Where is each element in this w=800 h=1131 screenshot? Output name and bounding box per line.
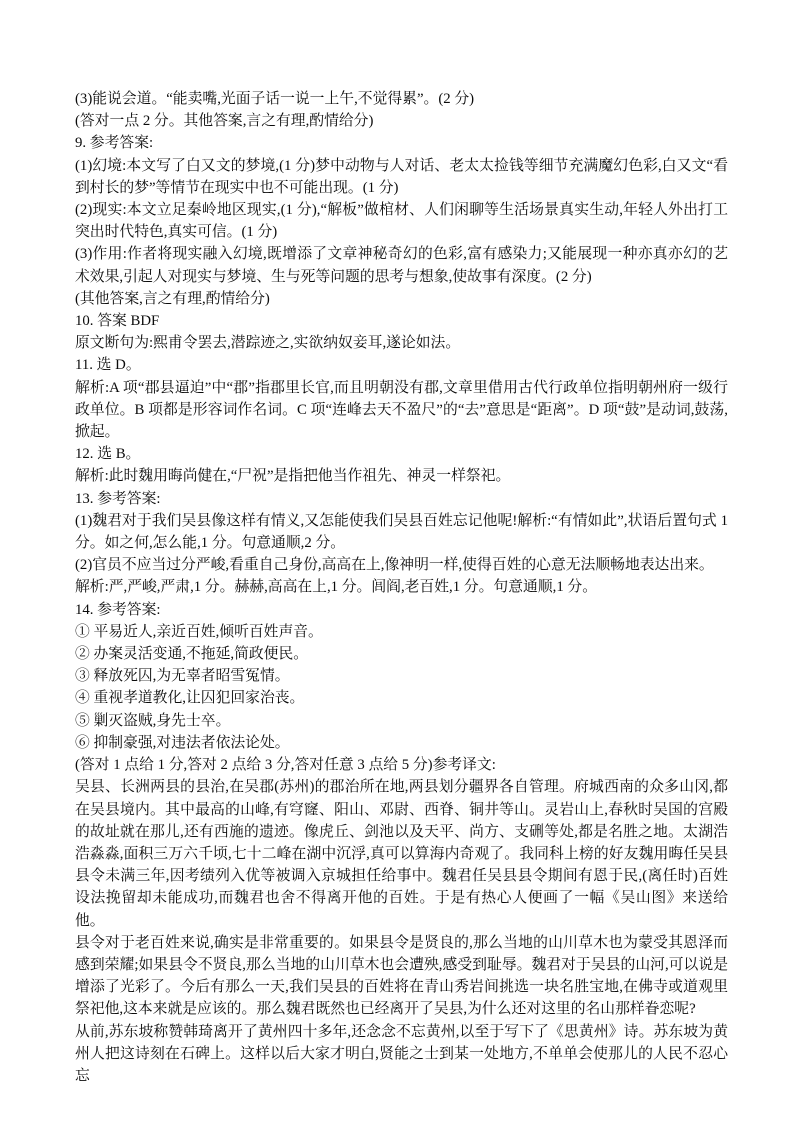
answer-10: 10. 答案 BDF — [75, 313, 160, 330]
answer-14-point-1: ① 平易近人,亲近百姓,倾听百姓声音。 — [75, 623, 323, 640]
translation-paragraph-1: 吴县、长洲两县的县治,在吴郡(苏州)的郡治所在地,两县划分疆界各自管理。府城西南的众多山冈,都在吴县境内。其中最高的山峰,有穹窿、阳山、邓尉、西脊、铜井等山。灵岩山上,春秋时吴国的宫殿的故址就在那儿,还有西施的遗迹。像虎丘、剑池以及天平、尚方、支硎等处,都是名胜之地。太湖浩浩淼淼,面积三万六千顷,七十二峰在湖中沉浮,真可以算海内奇观了。我同科上榜的好友魏用晦任吴县县令未满三年,因考绩列入优等被调入京城担任给事中。魏君任吴县县令期间有恩于民,(离任时)百姓设法挽留却未能成功,而魏君也舍不得离开他的百姓。于是有热心人便画了一幅《吴山图》来送给他。 — [75, 779, 728, 929]
answer-14-point-2: ② 办案灵活变通,不拖延,简政便民。 — [75, 646, 309, 663]
answer-13-item-2-analysis: 解析:严,严峻,严肃,1 分。赫赫,高高在上,1 分。闾阎,老百姓,1 分。句意通顺,1 分。 — [75, 579, 598, 596]
answer-14-point-3: ③ 释放死囚,为无辜者昭雪冤情。 — [75, 668, 290, 685]
answer-9-heading: 9. 参考答案: — [75, 135, 154, 152]
answer-14-heading: 14. 参考答案: — [75, 601, 161, 618]
answer-10-sentence: 原文断句为:熙甫令罢去,潜踪迹之,实欲纳奴妾耳,遂论如法。 — [75, 335, 461, 352]
answer-13-heading: 13. 参考答案: — [75, 490, 161, 507]
scoring-note-q8: (答对一点 2 分。其他答案,言之有理,酌情给分) — [75, 113, 374, 130]
scoring-note-q14-and-translation-heading: (答对 1 点给 1 分,答对 2 点给 3 分,答对任意 3 点给 5 分)参考译文: — [75, 757, 496, 774]
answer-8-item-3: (3)能说会道。“能卖嘴,光面子话一说一上午,不觉得累”。(2 分) — [75, 91, 475, 107]
answer-12-analysis: 解析:此时魏用晦尚健在,“尸祝”是指把他当作祖先、神灵一样祭祀。 — [75, 468, 511, 485]
answer-13-item-2: (2)官员不应当过分严峻,看重自己身份,高高在上,像神明一样,使得百姓的心意无法顺畅地表达出来。 — [75, 557, 714, 574]
answer-14-point-6: ⑥ 抑制豪强,对违法者依法论处。 — [75, 734, 290, 751]
answer-11: 11. 选 D。 — [75, 357, 141, 374]
translation-paragraph-2: 县令对于老百姓来说,确实是非常重要的。如果县令是贤良的,那么当地的山川草木也为蒙受其恩泽而感到荣耀;如果县令不贤良,那么当地的山川草木也会遭殃,感受到耻辱。魏君对于吴县的山河,可以说是增添了光彩了。今后有那么一天,我们吴县的百姓将在青山秀岩间挑选一块名胜宝地,在佛寺或道观里祭祀他,这本来就是应该的。那么魏君既然也已经离开了吴县,为什么还对这里的名山那样眷恋呢? — [75, 934, 728, 1018]
answer-11-analysis: 解析:A 项“郡县逼迫”中“郡”指郡里长官,而且明朝没有郡,文章里借用古代行政单位指明朝州府一级行政单位。B 项都是形容词作名词。C 项“连峰去天不盈尺”的“去”意思是“距离”。D 项“鼓”是动词,鼓荡,掀起。 — [75, 379, 728, 441]
answer-9-item-2: (2)现实:本文立足秦岭地区现实,(1 分),“解板”做棺材、人们闲聊等生活场景真实生动,年轻人外出打工突出时代特色,真实可信。(1 分) — [75, 202, 728, 241]
answer-14-point-5: ⑤ 剿灭盗贼,身先士卒。 — [75, 712, 231, 729]
answer-9-item-1: (1)幻境:本文写了白又文的梦境,(1 分)梦中动物与人对话、老太太捡钱等细节充满魔幻色彩,白又文“看到村长的梦”等情节在现实中也不可能出现。(1 分) — [75, 157, 728, 196]
answer-13-item-1: (1)魏君对于我们吴县像这样有情义,又怎能使我们吴县百姓忘记他呢!解析:“有情如此”,状语后置句式 1 分。如之何,怎么能,1 分。句意通顺,2 分。 — [75, 512, 728, 552]
translation-paragraph-3: 从前,苏东坡称赞韩琦离开了黄州四十多年,还念念不忘黄州,以至于写下了《思黄州》诗。苏东坡为黄州人把这诗刻在石碑上。这样以后大家才明白,贤能之士到某一处地方,不单单会使那儿的人民不忍心忘 — [75, 1023, 728, 1084]
scoring-note-q9: (其他答案,言之有理,酌情给分) — [75, 290, 270, 307]
answer-14-point-4: ④ 重视孝道教化,让囚犯回家治丧。 — [75, 690, 305, 707]
answer-9-item-3: (3)作用:作者将现实融入幻境,既增添了文章神秘奇幻的色彩,富有感染力;又能展现一种亦真亦幻的艺术效果,引起人对现实与梦境、生与死等问题的思考与想象,使故事有深度。(2 分) — [75, 246, 728, 285]
answer-12: 12. 选 B。 — [75, 446, 141, 463]
